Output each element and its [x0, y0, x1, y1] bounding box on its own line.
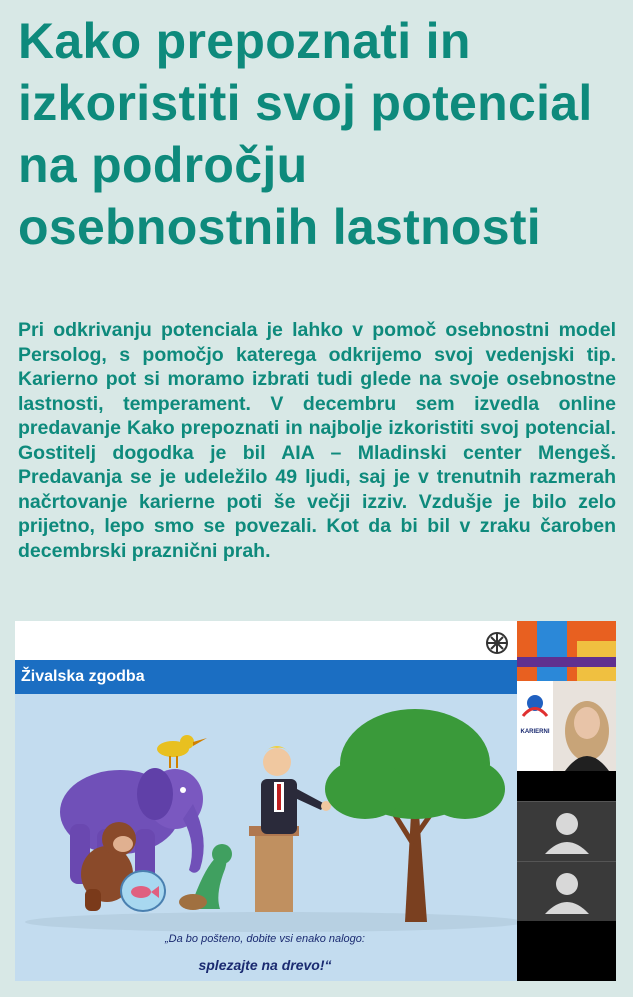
speaker-icon — [249, 746, 331, 912]
poster-graphic — [517, 621, 616, 681]
participant-tile-avatar — [517, 801, 616, 861]
participant-tile-empty — [517, 771, 616, 801]
presentation-slide — [15, 621, 517, 981]
user-avatar-icon — [517, 862, 616, 921]
presenter-video — [517, 681, 616, 771]
fishbowl-icon — [121, 871, 165, 911]
tree-icon — [325, 709, 505, 922]
participant-tile-poster — [517, 621, 616, 681]
video-call-photo — [15, 621, 616, 981]
slide-title: Živalska zgodba — [15, 660, 517, 694]
participant-tile-avatar — [517, 861, 616, 921]
slide-quote: „Da bo pošteno, dobite vsi enako nalogo: — [165, 933, 365, 945]
user-avatar-icon — [517, 802, 616, 861]
bird-icon — [157, 735, 207, 768]
participant-tile-empty — [517, 921, 616, 981]
svg-text:KARIERNI: KARIERNI — [520, 729, 550, 735]
article-body: Pri odkrivanju potenciala je lahko v pomoč osebnostni model Persolog, s pomočjo katerega odkrijemo svoj vedenjski tip. Karierno pot si moramo izbrati tudi glede na svoje osebnostne lastnosti, temperament. V decembru sem izvedla online predavanje Kako prepoznati in najbolje izkoristiti svoj potencial. Gostitelj dogodka je bil AIA – Mladinski center Mengeš. Predavanja se je udeležilo 49 ljudi, saj je v trenutnih razmerah načrtovanje karierne poti še večji izziv. Vzdušje je bilo zelo prijetno, lepo smo se povezali. Kot da bi bil v zraku čaroben decembrski praznični prah. — [18, 319, 616, 562]
slide-logo-icon — [15, 621, 517, 660]
turtle-icon — [179, 894, 207, 910]
animal-story-illustration — [15, 694, 517, 934]
article-title: Kako prepoznati in izkoristiti svoj potencial na področju osebnostnih lastnosti — [18, 13, 593, 255]
participant-tile-presenter — [517, 681, 616, 771]
slide-caption: splezajte na drevo!“ — [198, 957, 332, 973]
slide-header-strip — [15, 621, 517, 660]
